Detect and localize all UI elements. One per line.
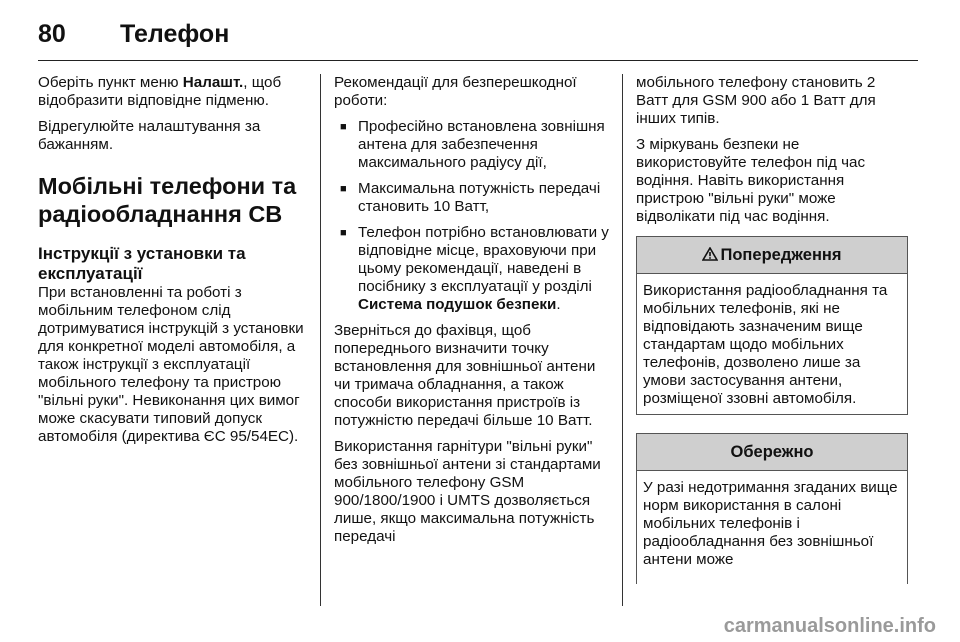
continuation-paragraph: мобільного телефону становить 2 Ватт для GSM 900 або 1 Ватт для інших типів. (636, 74, 876, 127)
bullet-text: Телефон потрібно встановлювати у відповідне місце, враховуючи при цьому рекомендації, наведені в посібнику з експлуатації у розділі (358, 224, 609, 295)
caution-text: У разі недотримання згаданих вище норм використання в салоні мобільних телефонів і радіообладнання без зовнішньої антени може (643, 479, 898, 568)
headset-paragraph: Використання гарнітури "вільні руки" без зовнішньої антени зі стандартами мобільного телефону GSM 900/1800/1900 і UMTS дозволяється лише, якщо максимальна потужність передачі (334, 438, 601, 545)
warning-box (636, 236, 908, 415)
bullet-item (334, 118, 614, 172)
installation-paragraph: При встановленні та роботі з мобільним телефоном слід дотримуватися інструкцій з установки для конкретної моделі автомобіля, а також інструкції з експлуатації мобільного телефону та пристрою "вільні руки". Невиконання цих вимог може скасувати типовий допуск автомобіля (директива ЄС 95/54ЕС). (38, 284, 304, 445)
bullet-item (334, 224, 614, 314)
recommend-paragraph: Рекомендації для безперешкодної роботи: (334, 74, 577, 109)
caution-box (636, 433, 908, 584)
page-title: Телефон (120, 20, 230, 48)
bullet-item (334, 180, 614, 216)
warning-box-header (637, 237, 907, 274)
caution-title: Обережно (637, 434, 907, 471)
bullet-marker-icon: ■ (340, 227, 347, 239)
bullet-end: . (556, 296, 561, 313)
airbag-system-ref: Система подушок безпеки (358, 296, 557, 313)
page-number: 80 (38, 20, 66, 48)
intro-text: Оберіть пункт меню (38, 74, 183, 91)
column-3 (636, 74, 908, 584)
header-rule (38, 60, 918, 61)
intro-paragraph (38, 74, 313, 110)
safety-paragraph: З міркувань безпеки не використовуйте телефон під час водіння. Навіть використання пристрою "вільні руки" може відволікати під час водіння. (636, 136, 866, 225)
adjust-paragraph: Відрегулюйте налаштування за бажанням. (38, 118, 261, 153)
warning-title: Попередження (720, 246, 842, 264)
bullet-text: Максимальна потужність передачі становить 10 Ватт, (358, 180, 601, 215)
bullet-marker-icon: ■ (340, 183, 347, 195)
menu-item-settings: Налашт. (182, 74, 244, 91)
column-divider-1 (320, 74, 321, 606)
column-2 (334, 74, 614, 554)
bullet-marker-icon: ■ (340, 121, 347, 133)
column-1 (38, 74, 313, 454)
warning-triangle-icon (702, 247, 718, 261)
warning-text: Використання радіообладнання та мобільних телефонів, які не відповідають зазначеним вище стандартам щодо мобільних телефонів, дозволено лише за умови застосування антени, розміщеної ззовні автомобіля. (643, 282, 888, 407)
bullet-text: Професійно встановлена зовнішня антена для забезпечення максимального радіусу дії, (358, 118, 605, 171)
section-heading: Мобільні телефони та радіообладнання СВ (38, 173, 297, 227)
column-divider-2 (622, 74, 623, 606)
intro-text-end: , щоб відобразити відповідне підменю. (38, 74, 282, 109)
watermark: carmanualsonline.info (723, 615, 936, 637)
subsection-heading: Інструкції з установки та експлуатації (38, 244, 246, 283)
specialist-paragraph: Зверніться до фахівця, щоб попереднього визначити точку встановлення для зовнішньої антени чи тримача обладнання, а також способи використання пристроїв із потужністю передачі більше 10 Ватт. (334, 322, 596, 429)
